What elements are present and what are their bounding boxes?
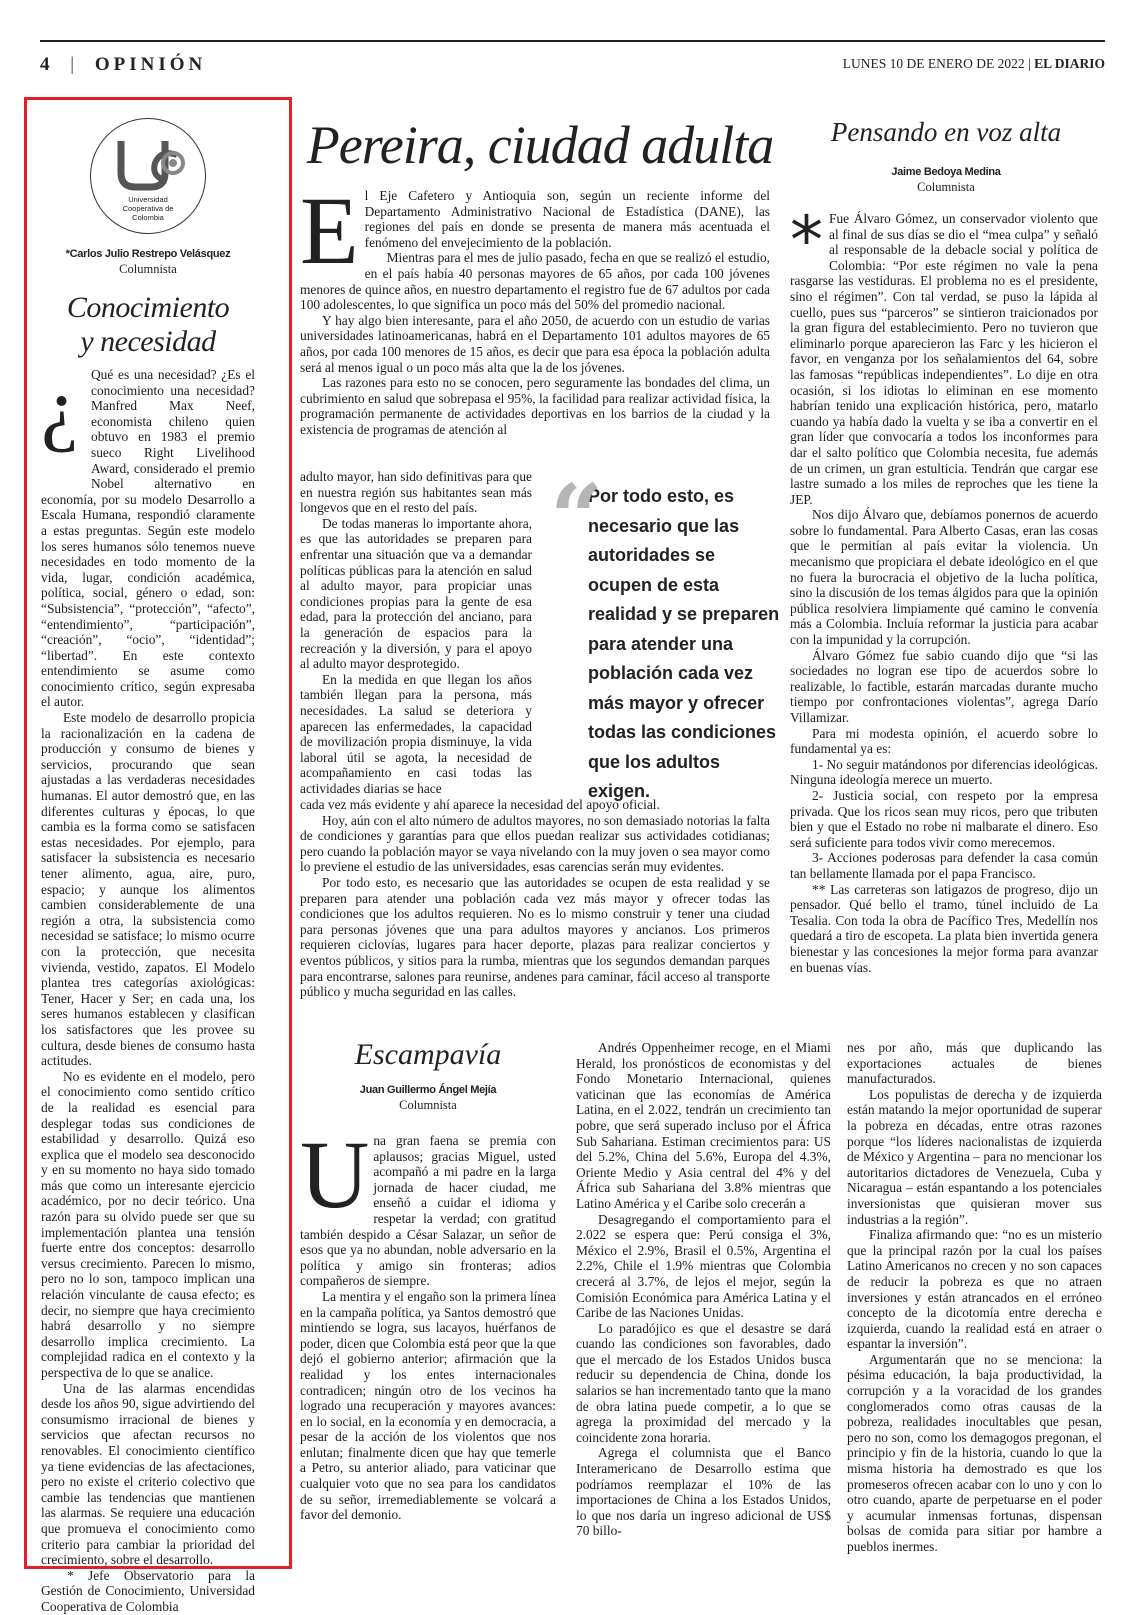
paragraph: De todas maneras lo importante ahora, es que las autoridades se preparen para enfrentar una situación que va a demandar políticas públicas para la atención en salud al adulto mayor, para propiciar unas condiciones propias para la gente de esa edad, para la protección del anciano, para la generación de espacios para la recreación y la diversión, y para el apoyo al adulto mayor desprotegido. [300, 515, 532, 672]
paragraph: Finaliza afirmando que: “no es un misterio que la principal razón por la cual los países Latino Americanos no crecen y no son capaces de reducir la pobreza es que no atraen inversiones y están atrancados en el erróneo concepto de la dicotomía entre derecha e izquierda, cuando la realidad está en atraer o espantar la inversión”. [847, 1227, 1102, 1352]
paragraph: Lo paradójico es que el desastre se dará cuando las condiciones son favorables, dado que el mercado de los Estados Unidos busca reducir su dependencia de China, donde los salarios se han incrementado tanto que la mano de obra latina puede competir, a lo que se agrega la proximidad del mercado y la coincidente zona horaria. [576, 1320, 831, 1445]
paragraph: Hoy, aún con el alto número de adultos mayores, no son demasiado notorias la falta de condiciones y garantías para que ellos puedan realizar sus actividades cotidianas; pero cuando la población mayor se vaya nivelando con la muy joven o sea mayor como lo previene el estudio de las universidades, esas carencias serán muy evidentes. [300, 812, 770, 875]
paragraph: Desagregando el comportamiento para el 2.022 se espera que: Perú consiga el 3%, México el 2.9%, Brasil el 0.5%, Argentina el 2.2%, Chile el 1.9% mientras que Colombia crecerá al 3.7%, de lejos el mejor, según la Comisión Económica para América Latina y el Caribe de las Naciones Unidas. [576, 1211, 831, 1321]
paragraph: La mentira y el engaño son la primera línea en la campaña política, ya Santos demostró que mintiendo se logra, sus lacayos, huérfanos de poder, dicen que Colombia está peor que la que dejó el gobierno anterior; afirmación que la realidad y los entes internacionales contradicen; ningún otro de los vecinos ha logrado una recuperación y mayores avances: en lo social, en la economía y en democracia, a pesar de la acción de los violentos que nos enlutan; finalmente dicen que hay que temerle a Petro, su anterior aliado, para vaticinar que cualquier voto que no sea para los candidatos de su señor, irremediablemente se volcará a favor del demonio. [300, 1288, 556, 1523]
paragraph: Nos dijo Álvaro que, debíamos ponernos de acuerdo sobre lo fundamental. Para Alberto Casas, eran las cosas que le permitían al país evitar la violencia. Un mecanismo que propiciara el debate ideológico en el que no fuera la burocracia el objetivo de la lucha política, sino la discusión de los temas álgidos para que la opinión pública resolviera limpiamente qué camino le convenía más a Colombia. Incluía reformar la justicia para acabar con la impunidad y la corrupción. [790, 507, 1098, 648]
issue-date: LUNES 10 DE ENERO DE 2022 [842, 56, 1025, 71]
paragraph: Qué es una necesidad? ¿Es el conocimiento una necesidad? Manfred Max Neef, economista chileno quien obtuvo en 1983 el premio sueco Right Livelihood Award, considerado el premio Nobel alternativo en economía, por su modelo Desarrollo a Escala Humana, respondió claramente a estas preguntas. Según este modelo los seres humanos sólo tenemos nueve necesidades en todo momento de la vida, lugar, condición académica, política, social, género o edad, son: “Subsistencia”, “protección”, “afecto”, “entendimiento”, “participación”, “creación”, “ocio”, “identidad”; “libertad”. En este contexto entendimiento se asume como conocimiento crítico, según expresaba el autor. [41, 367, 255, 710]
bottom-article-header [300, 1036, 556, 1113]
left-column [41, 118, 255, 1615]
title-line-1: Conocimiento [66, 291, 230, 324]
author-byline: Jaime Bedoya Medina [891, 166, 1001, 178]
paragraph: cada vez más evidente y ahí aparece la necesidad del apoyo oficial. [300, 797, 660, 812]
section-name: OPINIÓN [94, 54, 207, 75]
title-line-2: y necesidad [80, 325, 216, 358]
pull-quote-text: Por todo esto, es necesario que las autoridades se ocupen de esta realidad y se preparen para atender una población cada vez más mayor y ofrecer todas las condiciones que los adultos exigen. [588, 486, 780, 801]
paragraph: 1- No seguir matándonos por diferencias ideológicas. Ninguna ideología merece un muerto. [790, 756, 1098, 788]
author-byline: Juan Guillermo Ángel Mejía [359, 1084, 497, 1096]
logo-text: Universidad Cooperativa de Colombia [122, 195, 174, 222]
bottom-article-col-1 [300, 1121, 556, 1523]
paragraph: Para mi modesta opinión, el acuerdo sobre lo fundamental ya es: [790, 725, 1098, 757]
article-title [41, 291, 255, 359]
column-title: Pensando en voz alta [830, 117, 1062, 147]
footnote: * Jefe Observatorio para la Gestión de Conocimiento, Universidad Cooperativa de Colombia [41, 1567, 255, 1614]
paragraph: Argumentarán que no se menciona: la pésima educación, la baja productividad, la corrupción y a la voracidad de los grandes conglomerados como otras causas de la pobreza, realidades inocultables que pesan, pero no son, como los demagogos pregonan, el principio y fin de la historia, cuando lo que la misma historia ha demostrado es que los promeseros ofrecen acabar con lo uno y con lo otro cuando, aparte de perpetuarse en el poder y acumular inmensas fortunas, dispensan bolsas de comida para sitiar por hambre a pueblos inermes. [847, 1351, 1102, 1554]
paragraph: na gran faena se premia con aplausos; gracias Miguel, usted acompañó a mi padre en la larga jornada de hacer ciudad, me enseñó a cuidar el idioma y respetar la verdad; con gratitud también despido a César Salazar, un señor de esos que ya no abundan, noble adversario en la política y amigo sin fronteras; adios compañeros de siempre. [300, 1133, 556, 1289]
column-title: Escampavía [354, 1038, 502, 1071]
masthead [40, 40, 1105, 76]
paragraph: Las razones para esto no se conocen, pero seguramente las bondades del clima, un cubrimiento en salud que sobrepasa el 95%, la facilidad para realizar actividad física, la programación permanente de actividades deportivas en los barrios de la ciudad y la existencia de programas de atención al [300, 375, 770, 437]
paper-name: EL DIARIO [1034, 56, 1105, 71]
main-article-title: Pereira, ciudad adulta [306, 115, 774, 175]
author-role: Columnista [119, 262, 177, 276]
paragraph: ** Las carreteras son latigazos de progreso, dijo un pensador. Qué bello el tramo, túnel incluido de La Tesalia. Con toda la obra de Pacífico Tres, Medellín nos quedará a tiro de escopeta. La plata bien invertida genera bienestar y las concesiones la mejor forma para avanzar en buenas vías. [790, 881, 1098, 975]
paragraph: l Eje Cafetero y Antioquia son, según un reciente informe del Departamento Administrativo Nacional de Estadística (DANE), las regiones del país en donde se presenta de manera más acentuada el fenómeno del envejecimiento de la población. [364, 188, 770, 250]
paragraph: 2- Justicia social, con respeto por la empresa privada. Que los ricos sean muy ricos, pero que tributen bien y que el Estado no robe ni malbarate el dinero. Eso será suficiente para todos vivir como merecemos. [790, 787, 1098, 850]
paragraph: En la medida en que llegan los años también llegan para la persona, más necesidades. La salud se deteriora y aparecen las enfermedades, la capacidad de movilización propia disminuye, la vida laboral útil se agota, la necesidad de acompañamiento en casi todas las actividades diarias se hace [300, 671, 532, 796]
author-byline: *Carlos Julio Restrepo Velásquez [65, 248, 231, 260]
paragraph: Por todo esto, es necesario que las autoridades se ocupen de esta realidad y se preparen para atender una población cada vez más mayor y ofrecer todas las condiciones que los adultos requieren. No es lo mismo construir y tener una ciudad para personas jóvenes que una para adultos mayores y ancianos. Los primeros requieren ciclovías, lugares para hacer deporte, plazas para realizar conciertos y eventos públicos, y sitios para la rumba, mientras que los segundos demandan parques para encontrarse, salones para reunirse, andenes para caminar, fácil acceso al transporte público y mucha seguridad en las calles. [300, 874, 770, 1000]
paragraph: Mientras para el mes de julio pasado, fecha en que se realizó el estudio, en el país había 40 personas mayores de 65 años, por cada 100 jóvenes menores de quince años, en nuestro departamento el registro fue de 67 adultos por cada 100 adolescentes, lo que significa un poco más del 50% del promedio nacional. [300, 250, 770, 313]
paragraph: adulto mayor, han sido definitivas para que en nuestra región sus habitantes sean más longevos que en el resto del país. [300, 469, 532, 516]
paragraph: Este modelo de desarrollo propicia la racionalización en la cadena de producción y consumo de bienes y servicios, procurando que sean ajustadas a las verdaderas necesidades humanas. El autor demostró que, en las diferentes culturas y épocas, lo que cambia es la forma como se satisfacen estas necesidades. Por ejemplo, para satisfacer la subsistencia es necesario tener alimento, agua, aire, puro, espacio; y aunque los alimentos cambien considerablemente de una región a otra, la subsistencia como necesidad se satisface; lo mismo ocurre con la protección, que necesita vivienda, vestido, zapatos. El Modelo plantea tres categorías axiológicas: Tener, Hacer y Ser; en cada una, los seres humanos establecen y clasifican los satisfactores que les provee su cultura, desde bienes de consumo hasta actitudes. [41, 710, 255, 1069]
paragraph: Los populistas de derecha y de izquierda están matando la mejor oportunidad de superar la pobreza en décadas, entre otras razones porque “los líderes nacionalistas de izquierda de México y Argentina – para no mencionar los autoritarios dictadores de Venezuela, Cuba y Nicaragua – están espantando a los potenciales inversionistas que quisieran mover sus industrias a la región”. [847, 1086, 1102, 1227]
paragraph: Una de las alarmas encendidas desde los años 90, sigue advirtiendo del consumismo irracional de bienes y servicios que afectan recursos no renovables. El conocimiento científico ya tiene evidencias de las afectaciones, pero no existe el criterio colectivo que cambie las tendencias que mantienen las alarmas. Se requiere una educación que promueva el conocimiento como criterio para cambiar la prioridad del crecimiento, sobre el desarrollo. [41, 1380, 255, 1568]
bottom-article-col-2 [576, 1040, 831, 1539]
masthead-separator: | [1028, 56, 1035, 71]
paragraph: Andrés Oppenheimer recoge, en el Miami Herald, los pronósticos de economistas y del Fondo Monetario Internacional, quienes vaticinan que las economías de América Latina, en el 2.022, tendrán un crecimiento tan pobre, que será superado incluso por el África Sub Sahariana. Estiman crecimientos para: US del 5.2%, China del 5.6%, Europa del 4.3%, Oriente Medio y Asia central del 4% y del África sub Sahariana del 3.8% mientras que Latino América y el Caribe solo crecerán a [576, 1040, 831, 1211]
paragraph: nes por año, más que duplicando las exportaciones actuales de bienes manufacturados. [847, 1040, 1102, 1087]
main-article-body-bottom [300, 797, 770, 1000]
quote-mark-icon: “ [550, 464, 603, 572]
paragraph: No es evidente en el modelo, pero el conocimiento como sentido crítico de la realidad es esencial para desplegar todas sus condiciones de estabilidad y desarrollo. Quizá eso explica que el modelo sea desconocido y en su momento no haya sido tomado más que como un interesante ejercicio académico, por no decir teórico. Una razón para su olvido puede ser que su implementación plantea una tensión fuerte entre dos conceptos: desarrollo versus crecimiento. Parecen lo mismo, pero no lo son, tampoco implican una relación vinculante de causa efecto; es decir, no siempre que haya crecimiento habrá desarrollo y no siempre desarrollo implica crecimiento. La complejidad radica en el contexto y la perspectiva de lo que se analice. [41, 1068, 255, 1380]
bottom-article-col-3 [847, 1040, 1102, 1555]
page-number: 4 [40, 54, 54, 75]
masthead-right [843, 56, 1105, 72]
paragraph: Fue Álvaro Gómez, un conservador violento que al final de sus días se dio el “mea culpa” y señaló al responsable de la debacle social y política de Colombia: “Por este régimen no vale la pena rasgarse las vestiduras. El problema no es el presidente, sino el régimen”. Con tal verdad, se puso la lápida al cuello, pues sus “parceros” se sintieron traicionados por la gran figura del establecimiento. Pero no tuvieron que eliminarlo porque aparecieron las Farc y les hicieron el favor, en venganza por los señalamientos del 64, sobre las famosas “repúblicas independientes”. Lo dije en otra ocasión, si los idiotas lo eliminan en ese momento habrían tenido una explicación histórica, pero, matarlo cuando ya había dado la vuelta y se iba a convertir en el gran líder que convocaría a todos los inconformes para dar el salto político que Colombia necesita, fue además de un crimen, un gran estulticia. Tendrán que cargar ese lastre sumado a los miles de reproches que les tiene la JEP. [790, 211, 1098, 507]
masthead-divider: | [70, 54, 79, 75]
masthead-top-rule [40, 40, 1105, 42]
author-role: Columnista [399, 1098, 457, 1112]
paragraph: Y hay algo bien interesante, para el año 2050, de acuerdo con un estudio de varias universidades latinoamericanas, habrá en el Departamento 101 adultos mayores de 65 años, por cada 100 menores de 15 años, es decir que para esa época la población adulta será al menos igual o un poco más alta que la de los jóvenes. [300, 312, 770, 375]
paragraph: Álvaro Gómez fue sabio cuando dijo que “si las sociedades no logran ese tipo de acuerdos sobre lo realizable, lo factible, estarán marcadas durante mucho tiempo por confrontaciones violentas”, agrega Darío Villamizar. [790, 647, 1098, 725]
university-logo [90, 118, 206, 234]
drop-cap: E [300, 177, 359, 284]
drop-cap: ¿ [41, 361, 79, 454]
drop-cap: U [300, 1121, 370, 1228]
main-article-body-top [300, 177, 770, 438]
article-body [41, 361, 255, 1615]
pull-quote [550, 464, 780, 807]
asterisk-drop-cap: * [790, 202, 823, 279]
masthead-left [40, 54, 206, 76]
right-column [790, 112, 1102, 975]
author-role: Columnista [917, 180, 975, 194]
paragraph: Agrega el columnista que el Banco Interamericano de Desarrollo estima que podríamos reemplazar el 10% de las importaciones de China a los Estados Unidos, lo que nos daría un ingreso adicional de US$ 70 billo- [576, 1445, 831, 1539]
main-article-body-narrow [300, 469, 532, 796]
column-body [790, 202, 1098, 975]
paragraph: 3- Acciones poderosas para defender la casa común tan bellamente llamada por el papa Francisco. [790, 850, 1098, 881]
